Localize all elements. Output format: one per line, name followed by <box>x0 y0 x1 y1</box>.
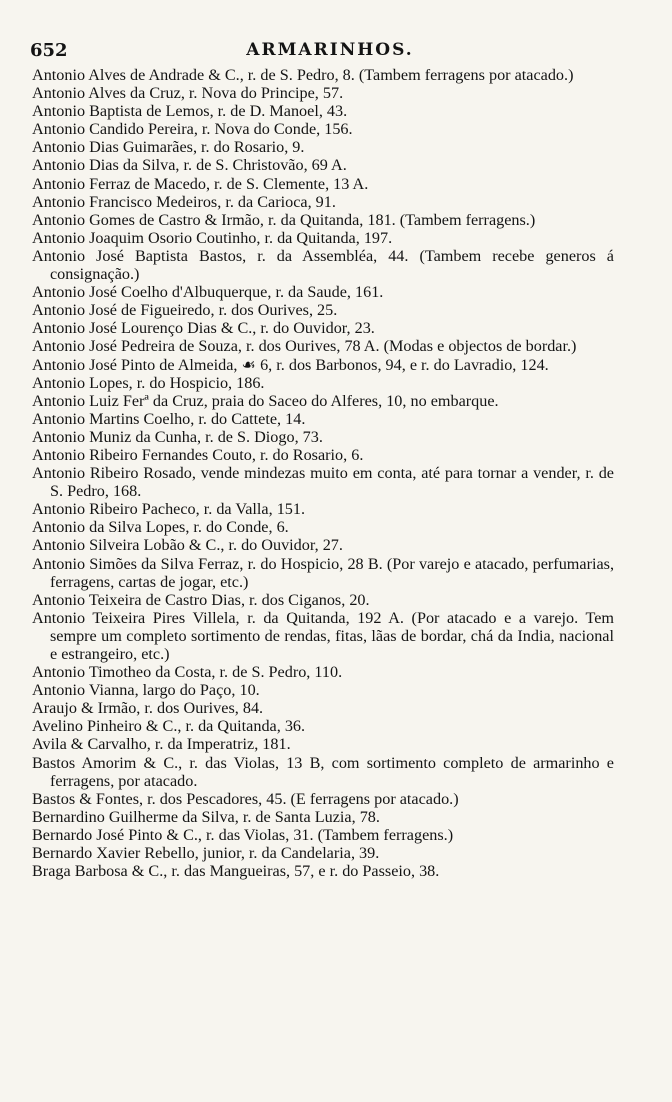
directory-entry: Braga Barbosa & C., r. das Mangueiras, 57, e r. do Passeio, 38. <box>32 862 440 881</box>
directory-entry: Antonio Luiz Ferª da Cruz, praia do Saceo do Alferes, 10, no embarque. <box>32 391 499 410</box>
directory-entry: Antonio José Coelho d'Albuquerque, r. da Saude, 161. <box>32 283 384 302</box>
directory-entry: Antonio da Silva Lopes, r. do Conde, 6. <box>32 518 289 537</box>
directory-entry: Antonio Muniz da Cunha, r. de S. Diogo, 73. <box>32 427 323 446</box>
directory-entry: Antonio Joaquim Osorio Coutinho, r. da Quitanda, 197. <box>32 228 393 247</box>
directory-entry: Antonio Timotheo da Costa, r. de S. Pedro, 110. <box>32 663 343 682</box>
directory-entry: Antonio Simões da Silva Ferraz, r. do Hospicio, 28 B. (Por varejo e atacado, perfumarias, ferragens, cartas de jogar, etc.) <box>32 554 614 591</box>
directory-entry: Antonio Candido Pereira, r. Nova do Conde, 156. <box>32 120 353 139</box>
entry-list <box>32 66 614 880</box>
directory-entry: Antonio Alves da Cruz, r. Nova do Principe, 57. <box>32 84 344 103</box>
directory-entry: Antonio Dias da Silva, r. de S. Christovão, 69 A. <box>32 156 347 175</box>
directory-entry: Antonio José de Figueiredo, r. dos Ourives, 25. <box>32 301 338 320</box>
directory-entry: Antonio Lopes, r. do Hospicio, 186. <box>32 373 265 392</box>
directory-entry: Antonio Dias Guimarães, r. do Rosario, 9. <box>32 138 305 157</box>
directory-entry: Antonio José Baptista Bastos, r. da Assembléa, 44. (Tambem recebe generos á consignação.) <box>32 246 614 284</box>
directory-entry: Antonio Ribeiro Pacheco, r. da Valla, 151. <box>32 500 306 519</box>
directory-entry: Bernardo José Pinto & C., r. das Violas, 31. (Tambem ferragens.) <box>32 825 454 844</box>
directory-entry: Antonio Teixeira de Castro Dias, r. dos Ciganos, 20. <box>32 590 370 609</box>
directory-entry: Antonio Ferraz de Macedo, r. de S. Clemente, 13 A. <box>32 174 369 193</box>
directory-entry: Antonio José Pinto de Almeida, ☙ 6, r. dos Barbonos, 94, e r. do Lavradio, 124. <box>32 355 549 374</box>
directory-entry: Antonio Vianna, largo do Paço, 10. <box>32 681 260 700</box>
directory-entry: Antonio Ribeiro Fernandes Couto, r. do Rosario, 6. <box>32 445 364 464</box>
directory-entry: Araujo & Irmão, r. dos Ourives, 84. <box>32 699 264 718</box>
directory-entry: Antonio José Pedreira de Souza, r. dos Ourives, 78 A. (Modas e objectos de bordar.) <box>32 337 577 356</box>
running-title: ARMARINHOS. <box>246 40 414 60</box>
directory-entry: Bastos & Fontes, r. dos Pescadores, 45. (E ferragens por atacado.) <box>32 789 459 808</box>
directory-entry: Antonio Gomes de Castro & Irmão, r. da Quitanda, 181. (Tambem ferragens.) <box>32 210 536 229</box>
directory-entry: Bastos Amorim & C., r. das Violas, 13 B, com sortimento completo de armarinho e ferragens, por atacado. <box>32 753 614 790</box>
directory-entry: Antonio Martins Coelho, r. do Cattete, 14. <box>32 409 306 428</box>
directory-entry: Bernardo Xavier Rebello, junior, r. da Candelaria, 39. <box>32 844 380 863</box>
directory-entry: Antonio Silveira Lobão & C., r. do Ouvidor, 27. <box>32 536 343 555</box>
directory-entry: Antonio Teixeira Pires Villela, r. da Quitanda, 192 A. (Por atacado e a varejo. Tem sempre um completo sortimento de rendas, fitas, lãas de bordar, chá da India, nacional e estrangeiro, etc.) <box>32 608 614 663</box>
directory-entry: Antonio Baptista de Lemos, r. de D. Manoel, 43. <box>32 102 348 121</box>
page-number: 652 <box>30 40 68 61</box>
directory-entry: Avelino Pinheiro & C., r. da Quitanda, 36. <box>32 717 306 736</box>
page-header <box>30 40 630 64</box>
directory-entry: Antonio José Lourenço Dias & C., r. do Ouvidor, 23. <box>32 319 375 338</box>
directory-entry: Avila & Carvalho, r. da Imperatriz, 181. <box>32 735 291 754</box>
directory-entry: Bernardino Guilherme da Silva, r. de Santa Luzia, 78. <box>32 807 380 826</box>
directory-entry: Antonio Francisco Medeiros, r. da Carioca, 91. <box>32 192 336 211</box>
directory-entry: Antonio Alves de Andrade & C., r. de S. Pedro, 8. (Tambem ferragens por atacado.) <box>32 66 574 84</box>
directory-entry: Antonio Ribeiro Rosado, vende mindezas muito em conta, até para tornar a vender, r. de S. Pedro, 168. <box>32 464 614 501</box>
